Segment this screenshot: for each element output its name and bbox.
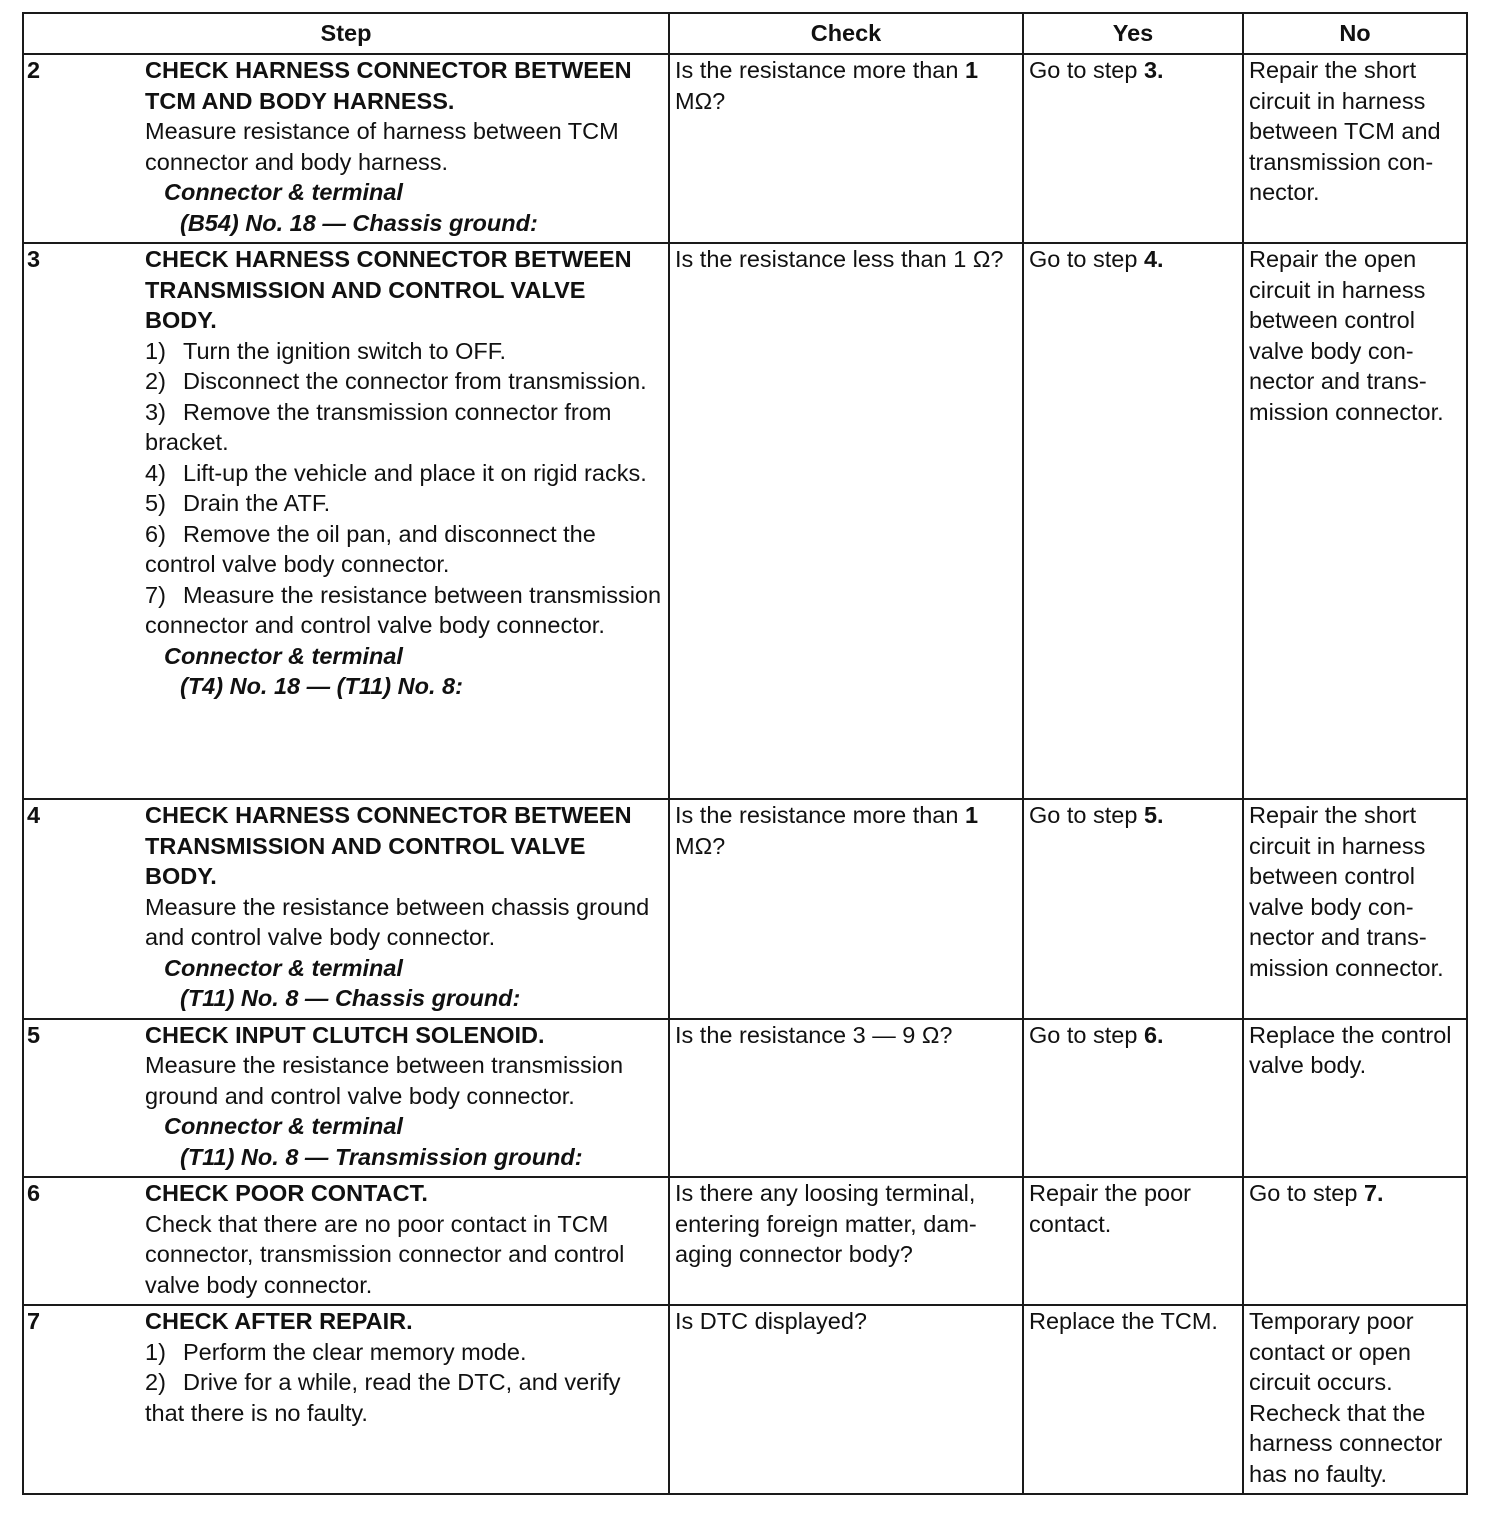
table-row [23, 54, 1467, 243]
step-cell [23, 243, 669, 799]
check-text: Is the resistance more than [675, 802, 965, 828]
check-cell [669, 54, 1023, 243]
connector-value: (T11) No. 8 — Chassis ground: [180, 985, 521, 1011]
step-title: CHECK INPUT CLUTCH SOLENOID. [145, 1021, 545, 1048]
yes-text: Go to step [1029, 246, 1144, 272]
table-row [23, 1305, 1467, 1494]
yes-cell: Repair the poor contact. [1023, 1177, 1243, 1305]
yes-step: 4. [1143, 246, 1164, 272]
no-cell: Replace the control valve body. [1243, 1019, 1467, 1178]
check-value: 1 [964, 802, 979, 828]
step-cell [23, 54, 669, 243]
yes-step: 6. [1143, 1021, 1164, 1048]
diagnostic-table [22, 12, 1468, 1495]
check-cell: Is the resistance less than 1 Ω? [669, 243, 1023, 799]
yes-step: 5. [1143, 802, 1164, 828]
no-cell: Temporary poor contact or open circuit occurs. Recheck that the harness connector has no faulty. [1243, 1305, 1467, 1494]
yes-cell [1023, 243, 1243, 799]
check-cell: Is there any loosing terminal, entering foreign matter, damaging connector body? [669, 1177, 1023, 1305]
header-no: No [1243, 13, 1467, 54]
yes-text: Go to step [1029, 802, 1144, 828]
procedure-item: 1) Turn the ignition switch to OFF. [145, 337, 507, 364]
step-description: Check that there are no poor contact in TCM connector, transmission connector and control valve body connector. [145, 1210, 625, 1298]
connector-value: (T11) No. 8 — Transmission ground: [180, 1143, 583, 1170]
procedure-item: 4) Lift-up the vehicle and place it on rigid racks. [145, 459, 647, 486]
table-row [23, 243, 1467, 799]
connector-label: Connector & terminal [164, 642, 403, 669]
no-cell: Repair the short circuit in harness between control valve body connector and transmission connector. [1243, 799, 1467, 1019]
step-cell [23, 1177, 669, 1305]
table-row [23, 799, 1467, 1019]
procedure-item: 2) Drive for a while, read the DTC, and verify that there is no faulty. [145, 1369, 621, 1426]
step-number: 2 [27, 57, 41, 83]
step-title: CHECK HARNESS CONNECTOR BETWEEN TRANSMISSION AND CONTROL VALVE BODY. [145, 802, 632, 889]
step-description: Measure resistance of harness between TCM connector and body harness. [145, 118, 619, 175]
check-value: 1 [964, 57, 979, 83]
connector-value: (B54) No. 18 — Chassis ground: [180, 209, 538, 236]
procedure-item: 1) Perform the clear memory mode. [145, 1338, 527, 1365]
step-number: 7 [27, 1308, 41, 1334]
yes-step: 3. [1143, 57, 1164, 83]
procedure-item: 5) Drain the ATF. [145, 490, 331, 516]
step-description: Measure the resistance between chassis ground and control valve body connector. [145, 893, 650, 950]
step-title: CHECK AFTER REPAIR. [145, 1308, 413, 1334]
yes-cell [1023, 54, 1243, 243]
yes-cell [1023, 799, 1243, 1019]
header-yes: Yes [1023, 13, 1243, 54]
header-check: Check [669, 13, 1023, 54]
no-cell [1243, 1177, 1467, 1305]
step-title: CHECK HARNESS CONNECTOR BETWEEN TCM AND BODY HARNESS. [145, 57, 632, 114]
step-cell [23, 1019, 669, 1178]
header-row [23, 13, 1467, 54]
check-cell [669, 799, 1023, 1019]
step-number: 3 [27, 246, 41, 272]
no-cell: Repair the short circuit in harness between TCM and transmission connector. [1243, 54, 1467, 243]
yes-cell: Replace the TCM. [1023, 1305, 1243, 1494]
step-number: 5 [27, 1021, 41, 1048]
step-description: Measure the resistance between transmission ground and control valve body connector. [145, 1052, 624, 1109]
connector-label: Connector & terminal [164, 1113, 403, 1139]
connector-label: Connector & terminal [164, 954, 403, 981]
check-unit: MΩ? [675, 832, 726, 859]
no-text: Go to step [1249, 1180, 1364, 1206]
yes-text: Go to step [1029, 1021, 1144, 1048]
check-cell: Is the resistance 3 — 9 Ω? [669, 1019, 1023, 1178]
check-cell: Is DTC displayed? [669, 1305, 1023, 1494]
check-text: Is the resistance more than [675, 57, 965, 83]
table-row [23, 1019, 1467, 1178]
procedure-item: 2) Disconnect the connector from transmission. [145, 368, 647, 394]
yes-cell [1023, 1019, 1243, 1178]
no-step: 7. [1363, 1180, 1384, 1206]
step-title: CHECK POOR CONTACT. [145, 1180, 428, 1206]
check-unit: MΩ? [675, 87, 726, 114]
step-title: CHECK HARNESS CONNECTOR BETWEEN TRANSMISSION AND CONTROL VALVE BODY. [145, 246, 632, 333]
connector-value: (T4) No. 18 — (T11) No. 8: [180, 673, 463, 699]
yes-text: Go to step [1029, 57, 1144, 83]
table-row [23, 1177, 1467, 1305]
step-cell [23, 1305, 669, 1494]
procedure-item: 7) Measure the resistance between transmission connector and control valve body connector. [145, 581, 662, 638]
procedure-item: 3) Remove the transmission connector from bracket. [145, 398, 612, 455]
step-number: 6 [27, 1180, 41, 1206]
header-step: Step [23, 13, 669, 54]
step-cell [23, 799, 669, 1019]
no-cell: Repair the open circuit in harness between control valve body connector and transmission connector. [1243, 243, 1467, 799]
procedure-item: 6) Remove the oil pan, and disconnect the control valve body connector. [145, 520, 596, 577]
connector-label: Connector & terminal [164, 179, 403, 205]
step-number: 4 [27, 802, 41, 828]
